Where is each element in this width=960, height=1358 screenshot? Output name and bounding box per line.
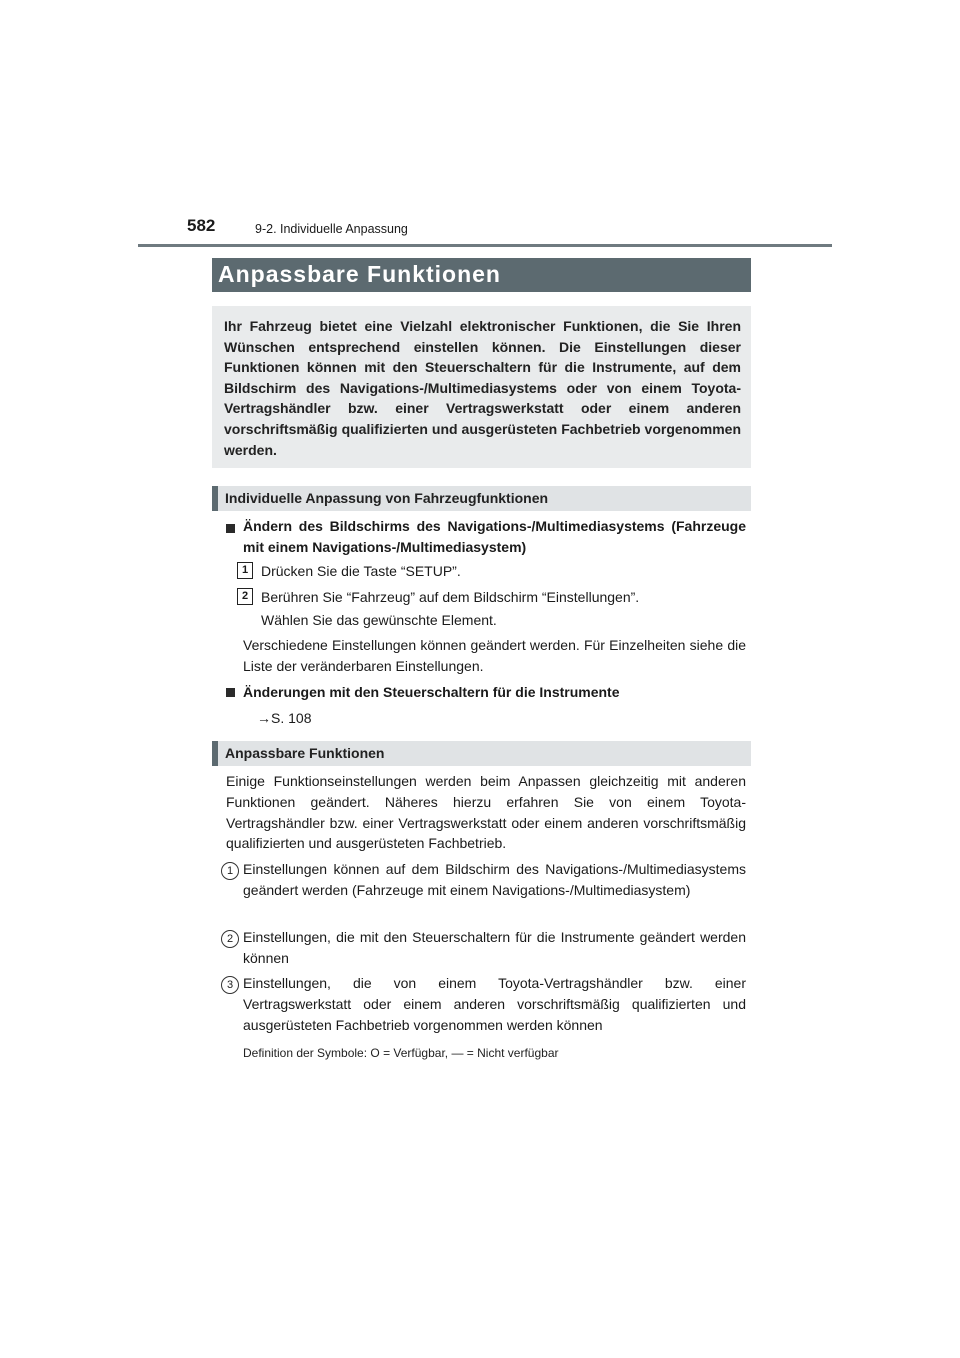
item-title-navigation-screen: Ändern des Bildschirms des Navigations-/Multimediasystems (Fahrzeuge mit einem Navigations-/Multimediasystem) <box>243 518 746 555</box>
step-number-box: 1 <box>237 562 253 579</box>
item-description: Verschiedene Einstellungen können geändert werden. Für Einzelheiten siehe die Liste der veränderbaren Einstellungen. <box>243 637 746 674</box>
step-text: Drücken Sie die Taste “SETUP”. <box>261 563 461 579</box>
section-heading-marker <box>212 741 218 766</box>
section-heading-functions <box>212 741 751 766</box>
square-bullet-icon <box>226 524 235 533</box>
section-heading-marker <box>212 486 218 511</box>
intro-box <box>212 306 751 468</box>
section-heading-text: Individuelle Anpassung von Fahrzeugfunktionen <box>225 490 549 506</box>
arrow-right-icon: → <box>257 710 271 726</box>
circled-number-icon: 3 <box>221 976 239 994</box>
page-reference-link[interactable]: S. 108 <box>271 710 312 726</box>
header-divider <box>138 244 832 247</box>
page-number: 582 <box>187 216 216 235</box>
symbol-definition: Definition der Symbole: O = Verfügbar, — = Nicht verfügbar <box>243 1046 559 1060</box>
section-reference: 9-2. Individuelle Anpassung <box>255 222 408 236</box>
intro-text: Ihr Fahrzeug bietet eine Vielzahl elektronischer Funktionen, die Sie Ihren Wünschen entsprechend einstellen können. Die Einstellungen dieser Funktionen können mit den Steuerschaltern für die Instrumente, auf dem Bildschirm des Navigations-/Multimediasystems oder von einem Toyota-Vertragshändler bzw. einer Vertragswerkstatt oder einem anderen vorschriftsmäßig qualifizierten und ausgerüsteten Fachbetrieb vorgenommen werden. <box>224 318 741 458</box>
circled-number-icon: 1 <box>221 862 239 880</box>
page-title-bar <box>212 258 751 292</box>
page-title: Anpassbare Funktionen <box>218 261 501 287</box>
section-paragraph: Einige Funktionseinstellungen werden beim Anpassen gleichzeitig mit anderen Funktionen geändert. Näheres hierzu erfahren Sie von einem Toyota-Vertragshändler bzw. einer Vertragswerkstatt oder einem anderen vorschriftsmäßig qualifizierten und ausgerüsteten Fachbetrieb. <box>226 773 746 852</box>
section-heading-text: Anpassbare Funktionen <box>225 745 385 761</box>
step-text: Berühren Sie “Fahrzeug” auf dem Bildschirm “Einstellungen”. <box>261 589 640 605</box>
step-text: Wählen Sie das gewünschte Element. <box>261 612 497 628</box>
step-number-box: 2 <box>237 588 253 605</box>
list-item: Einstellungen können auf dem Bildschirm des Navigations-/Multimediasystems geändert werden (Fahrzeuge mit einem Navigations-/Multimediasystem) <box>243 861 746 898</box>
list-item: Einstellungen, die mit den Steuerschaltern für die Instrumente geändert werden können <box>243 929 746 966</box>
list-item: Einstellungen, die von einem Toyota-Vertragshändler bzw. einer Vertragswerkstatt oder einem anderen vorschriftsmäßig qualifizierten und ausgerüsteten Fachbetrieb vorgenommen werden können <box>243 975 746 1033</box>
circled-number-icon: 2 <box>221 930 239 948</box>
section-heading-customization <box>212 486 751 511</box>
square-bullet-icon <box>226 688 235 697</box>
page-reference <box>257 708 311 729</box>
item-title-instrument-switches: Änderungen mit den Steuerschaltern für die Instrumente <box>243 684 620 700</box>
